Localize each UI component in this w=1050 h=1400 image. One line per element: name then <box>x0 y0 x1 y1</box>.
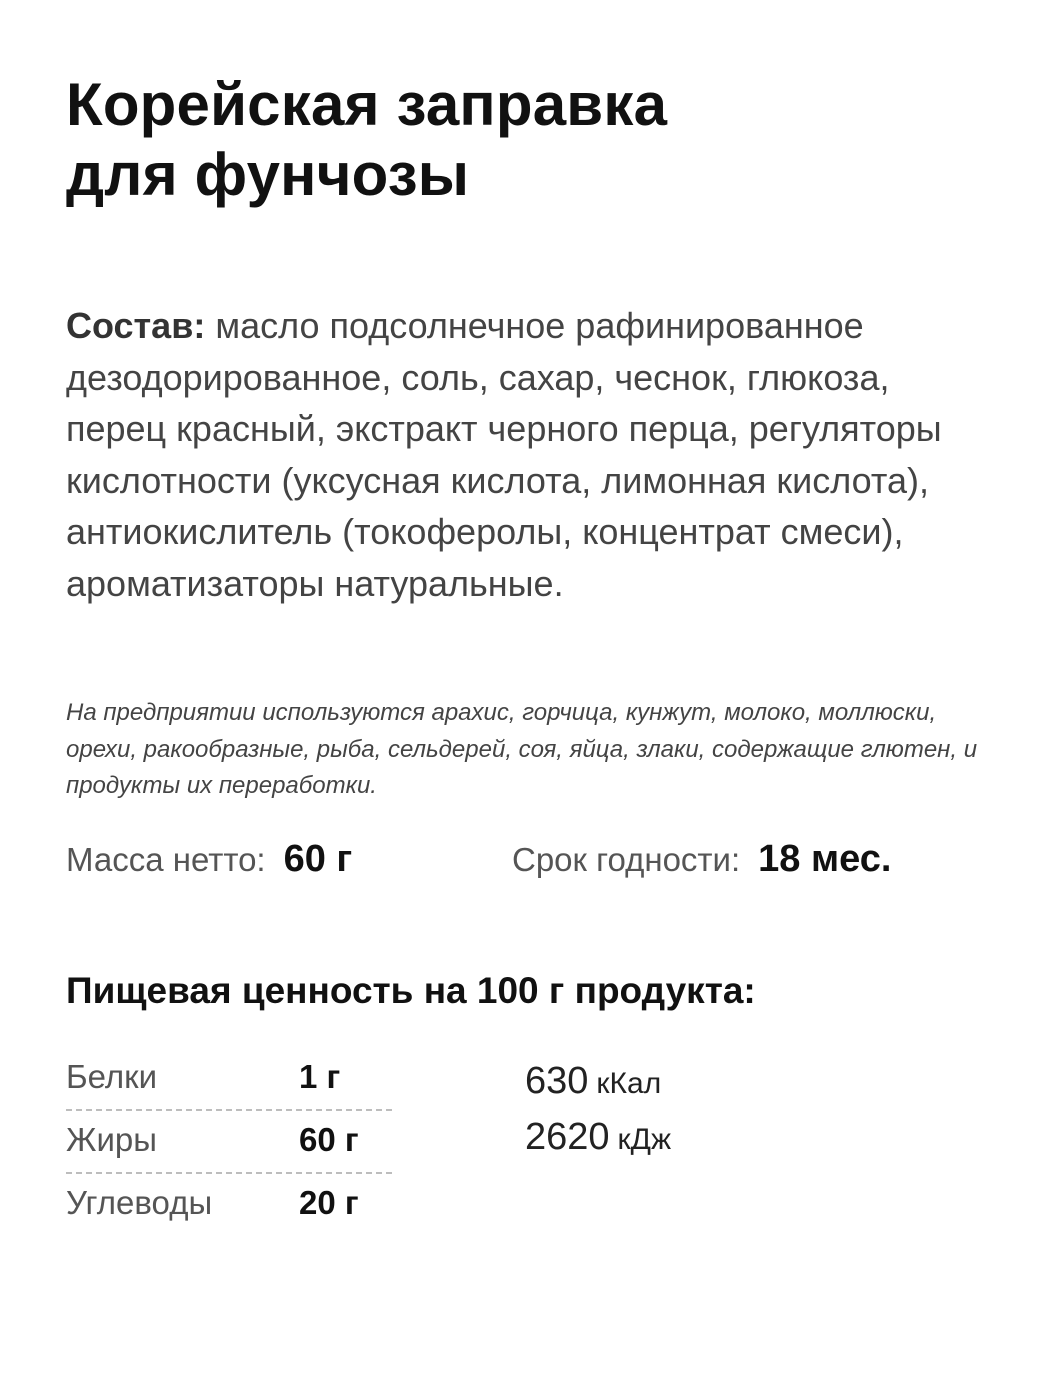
product-title-line-2: для фунчозы <box>66 141 470 208</box>
product-label-page <box>66 0 996 1400</box>
net-weight <box>66 838 352 881</box>
product-title <box>66 70 966 210</box>
energy-kj <box>525 1116 825 1172</box>
nutrient-name: Жиры <box>66 1121 157 1158</box>
allergen-notice: На предприятии используются арахис, горчица, кунжут, молоко, моллюски, орехи, ракообразные, рыба, сельдерей, соя, яйца, злаки, содержащие глютен, и продукты их переработки. <box>66 699 978 799</box>
energy-kcal <box>525 1060 825 1116</box>
nutrient-name: Углеводы <box>66 1184 213 1221</box>
product-title-line-1: Корейская заправка <box>66 71 668 138</box>
nutrient-row-fat <box>66 1111 392 1174</box>
product-facts <box>66 838 996 892</box>
energy-unit: кДж <box>617 1123 672 1156</box>
composition-text: масло подсолнечное рафинированное дезодорированное, соль, сахар, чеснок, глюкоза, перец красный, экстракт черного перца, регуляторы кислотности (уксусная кислота, лимонная кислота), антиокислитель (токоферолы, концентрат смеси), ароматизаторы натуральные. <box>66 305 942 604</box>
nutrient-value: 60 г <box>299 1121 359 1158</box>
nutrient-value: 20 г <box>299 1184 359 1221</box>
energy-values <box>525 1060 825 1172</box>
energy-number: 630 <box>525 1060 589 1102</box>
shelf-life-value: 18 мес. <box>758 838 892 880</box>
composition-block <box>66 300 996 609</box>
nutrient-row-protein <box>66 1048 392 1111</box>
nutrition-title: Пищевая ценность на 100 г продукта: <box>66 970 756 1011</box>
shelf-life-label: Срок годности: <box>512 841 741 878</box>
net-weight-label: Масса нетто: <box>66 841 266 878</box>
nutrient-name: Белки <box>66 1058 158 1095</box>
shelf-life <box>512 838 891 881</box>
energy-number: 2620 <box>525 1116 610 1158</box>
composition-label: Состав: <box>66 305 206 346</box>
nutrient-value: 1 г <box>299 1058 341 1095</box>
nutrient-row-carbs <box>66 1174 392 1237</box>
net-weight-value: 60 г <box>283 838 353 880</box>
energy-unit: кКал <box>596 1067 662 1100</box>
nutrient-table <box>66 1048 392 1237</box>
